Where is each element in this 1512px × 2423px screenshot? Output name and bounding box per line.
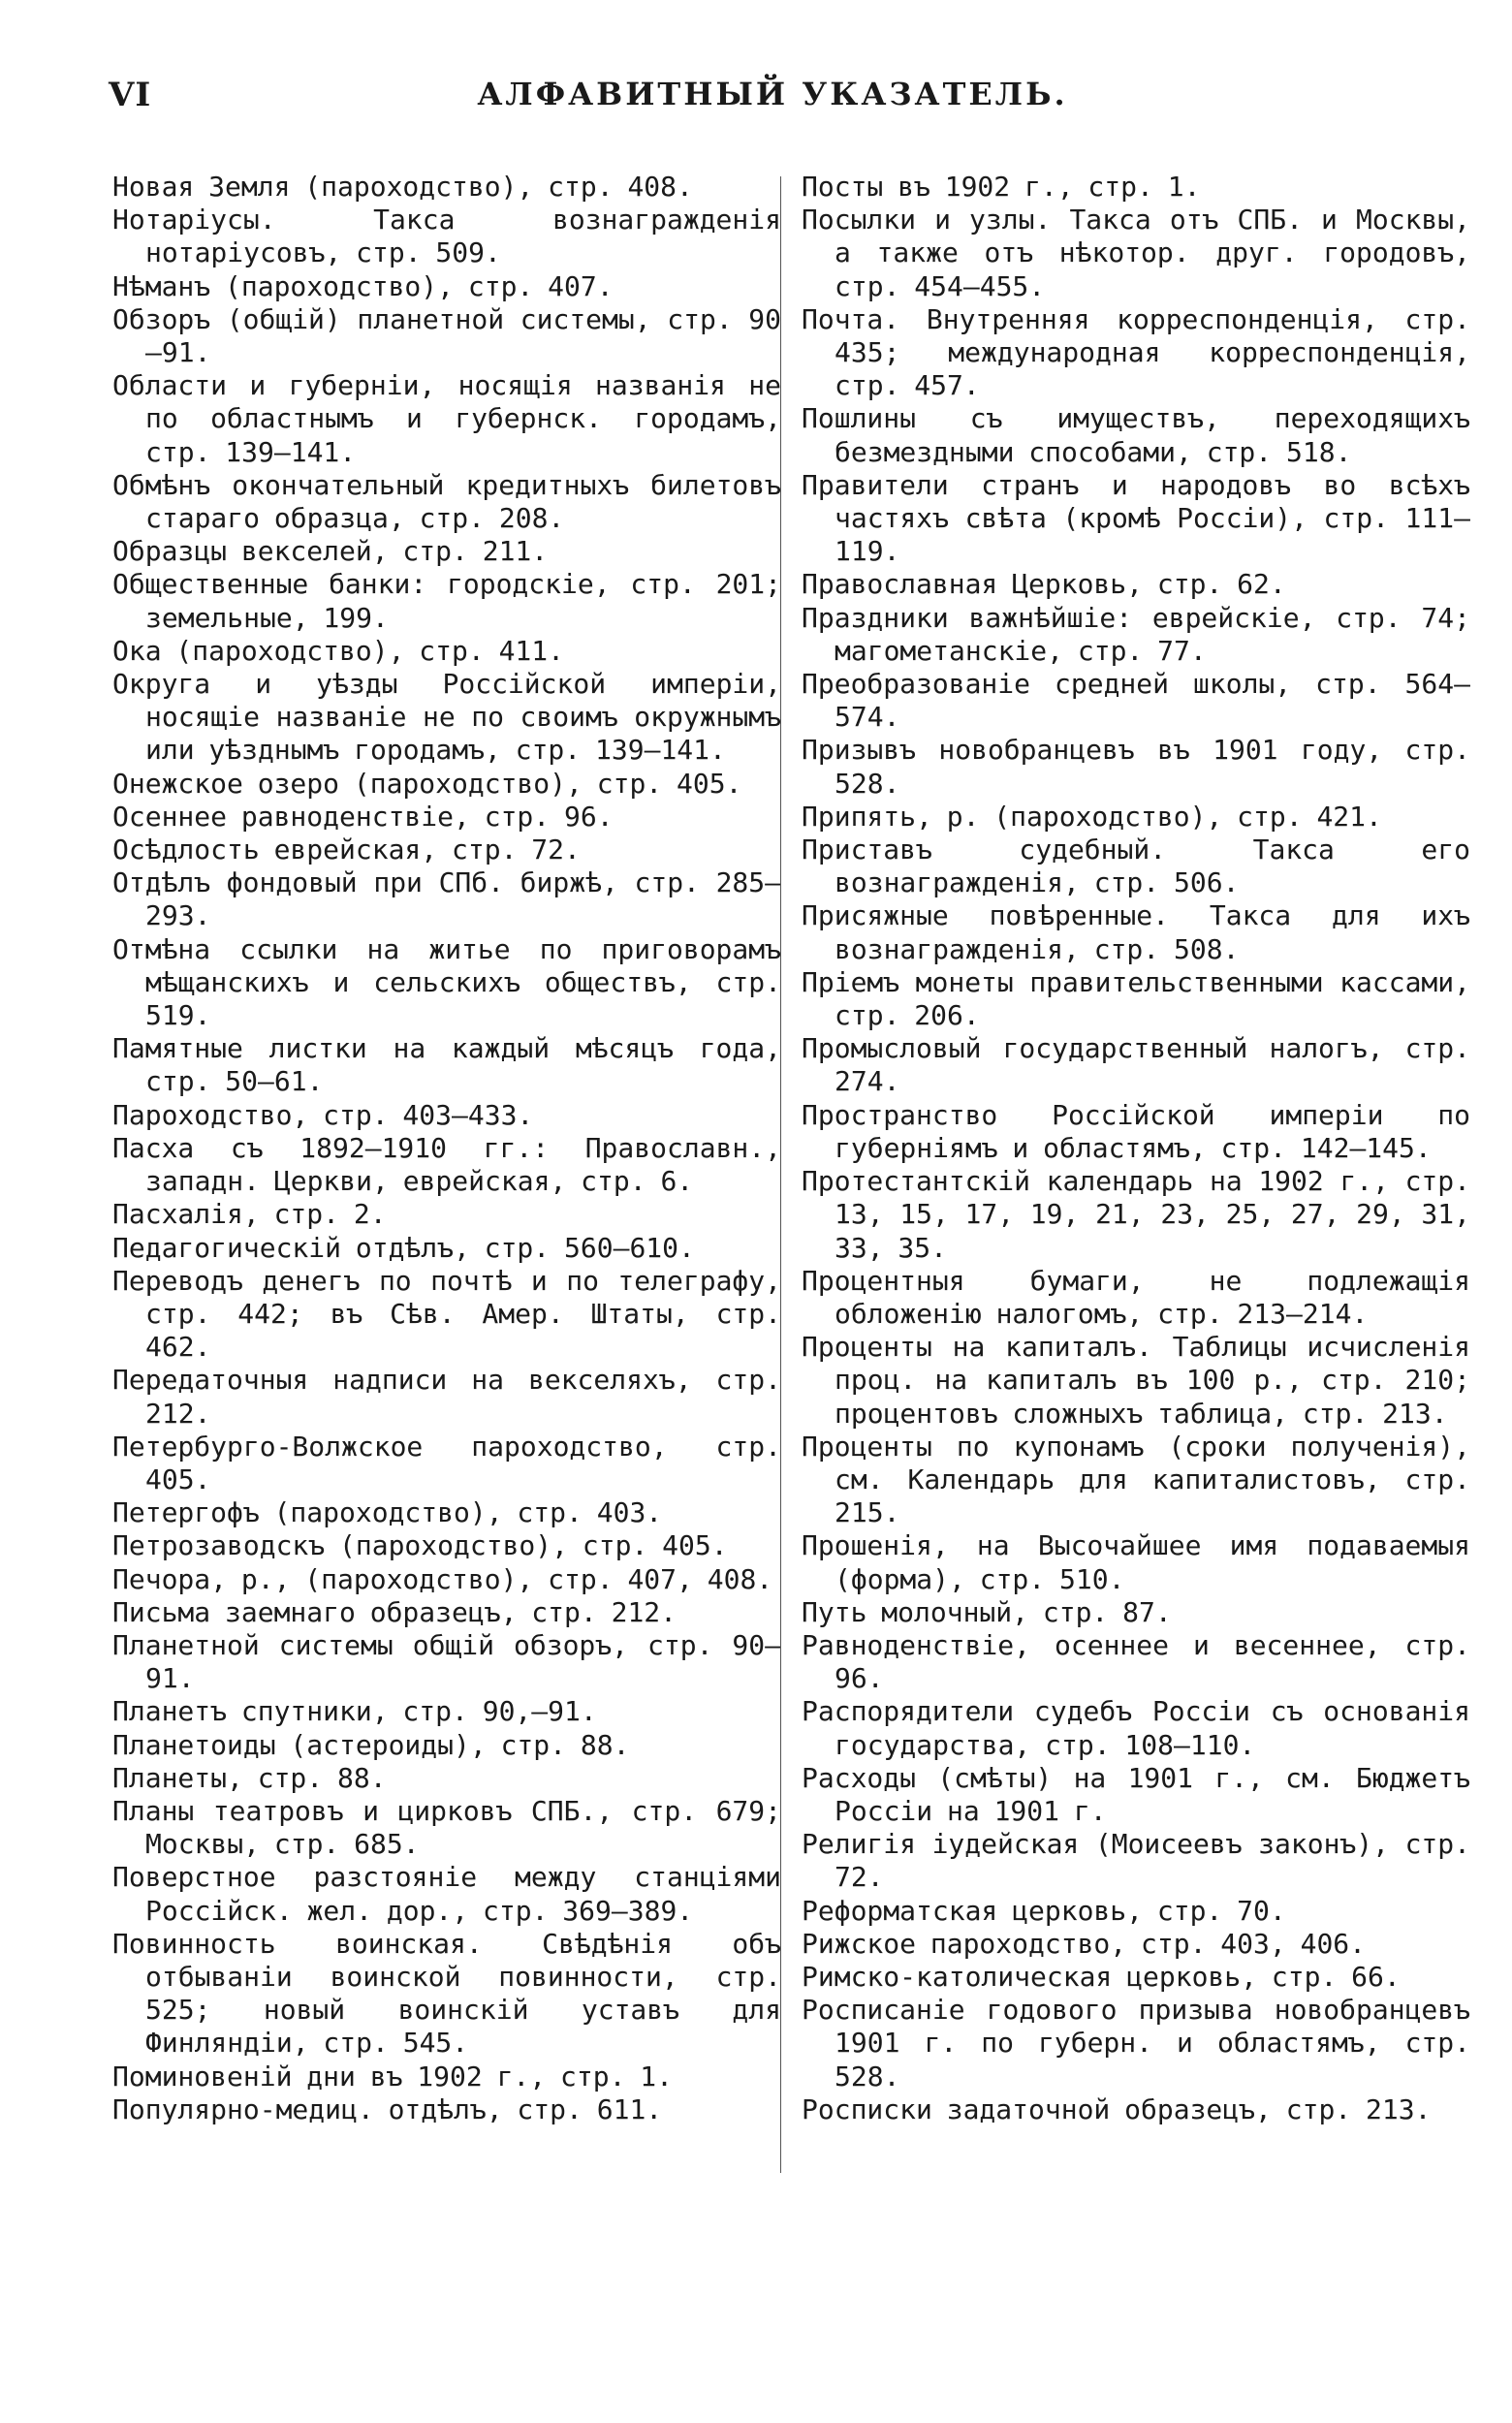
index-entry: Расходы (смѣты) на 1901 г., см. Бюджетъ Россіи на 1901 г.	[802, 1761, 1470, 1827]
index-entry: Рижское пароходство, стр. 403, 406.	[802, 1927, 1367, 1960]
index-entry: Протестантскій календарь на 1902 г., стр. 13, 15, 17, 19, 21, 23, 25, 27, 29, 31, 33, 35.	[802, 1165, 1470, 1264]
index-entry: Равноденствіе, осеннее и весеннее, стр. 96.	[802, 1628, 1470, 1695]
index-entry: Посылки и узлы. Такса отъ СПБ. и Москвы, а также отъ нѣкотор. друг. городовъ, стр. 454—455.	[802, 204, 1470, 302]
index-entry: Поминовеній дни въ 1902 г., стр. 1.	[112, 2060, 674, 2093]
index-entry: Планеты, стр. 88.	[112, 1761, 387, 1794]
index-entry: Новая Земля (пароходство), стр. 408.	[112, 171, 693, 203]
index-entry: Росписки задаточной образецъ, стр. 213.	[802, 2093, 1432, 2125]
index-entry: Обмѣнъ окончательный кредитныхъ билетовъ стараго образца, стр. 208.	[112, 468, 781, 535]
index-entry: Нотаріусы. Такса вознагражденія нотаріусовъ, стр. 509.	[112, 204, 781, 269]
index-entry: Припять, р. (пароходство), стр. 421.	[802, 800, 1382, 833]
index-entry: Петербурго-Волжское пароходство, стр. 405.	[112, 1430, 781, 1495]
index-entry: Промысловый государственный налогъ, стр. 274.	[802, 1032, 1470, 1098]
index-entry: Печора, р., (пароходство), стр. 407, 408.	[112, 1562, 773, 1595]
index-entry: Общественные банки: городскіе, стр. 201; земельные, 199.	[112, 568, 781, 634]
index-entry: Путь молочный, стр. 87.	[802, 1595, 1172, 1628]
index-entry: Почта. Внутренняя корреспонденція, стр. 435; международная корреспонденція, стр. 457.	[802, 302, 1470, 402]
index-entry: Приставъ судебный. Такса его вознагражденія, стр. 506.	[802, 834, 1470, 899]
index-entry: Реформатская церковь, стр. 70.	[802, 1894, 1286, 1927]
index-entry: Присяжные повѣренные. Такса для ихъ вознагражденія, стр. 508.	[802, 899, 1470, 965]
index-entry: Распорядители судебъ Россіи съ основанія государства, стр. 108—110.	[802, 1695, 1470, 1761]
index-entry: Поверстное разстояніе между станціями Россійск. жел. дор., стр. 369—389.	[112, 1861, 781, 1927]
index-entry: Проценты по купонамъ (сроки полученія), см. Календарь для капиталистовъ, стр. 215.	[802, 1430, 1470, 1529]
index-entry: Планетной системы общій обзоръ, стр. 90—91.	[112, 1628, 781, 1695]
index-entry: Пошлины съ имуществъ, переходящихъ безмездными способами, стр. 518.	[802, 402, 1470, 468]
index-entry: Римско-католическая церковь, стр. 66.	[802, 1960, 1401, 1993]
index-entry: Планы театровъ и цирковъ СПБ., стр. 679; Москвы, стр. 685.	[112, 1794, 781, 1861]
index-entry: Пароходство, стр. 403—433.	[112, 1098, 534, 1131]
index-entry: Пространство Россійской имперіи по губерніямъ и областямъ, стр. 142—145.	[802, 1098, 1470, 1164]
index-entry: Передаточныя надписи на векселяхъ, стр. 212.	[112, 1364, 781, 1430]
index-entry: Петрозаводскъ (пароходство), стр. 405.	[112, 1529, 728, 1562]
page-header	[109, 76, 1436, 124]
index-entry: Обзоръ (общій) планетной системы, стр. 90—91.	[112, 302, 781, 369]
index-entry: Отмѣна ссылки на житье по приговорамъ мѣщанскихъ и сельскихъ обществъ, стр. 519.	[112, 932, 781, 1032]
page-number: VI	[109, 76, 152, 114]
index-entry: Отдѣлъ фондовый при СПб. биржѣ, стр. 285—293.	[112, 866, 781, 932]
index-entry: Религія іудейская (Моисеевъ законъ), стр. 72.	[802, 1828, 1470, 1894]
column-divider	[780, 176, 781, 2173]
running-title: АЛФАВИТНЫЙ УКАЗАТЕЛЬ.	[477, 76, 1068, 112]
index-entry: Повинность воинская. Свѣдѣнія объ отбываніи воинской повинности, стр. 525; новый воинскій уставъ для Финляндіи, стр. 545.	[112, 1927, 781, 2060]
index-entry: Осѣдлость еврейская, стр. 72.	[112, 834, 581, 866]
index-column-left	[112, 171, 781, 2126]
index-entry: Правители странъ и народовъ во всѣхъ частяхъ свѣта (кромѣ Россіи), стр. 111—119.	[802, 468, 1470, 568]
index-entry: Проценты на капиталъ. Таблицы исчисленія проц. на капиталъ въ 100 р., стр. 210; процентовъ сложныхъ таблица, стр. 213.	[802, 1331, 1470, 1430]
index-column-right	[802, 171, 1470, 2126]
index-entry: Пасха съ 1892—1910 гг.: Православн., западн. Церкви, еврейская, стр. 6.	[112, 1131, 781, 1198]
index-entry: Петергофъ (пароходство), стр. 403.	[112, 1496, 663, 1529]
index-entry: Пріемъ монеты правительственными кассами, стр. 206.	[802, 965, 1470, 1032]
index-entry: Ока (пароходство), стр. 411.	[112, 634, 565, 667]
index-entry: Популярно-медиц. отдѣлъ, стр. 611.	[112, 2093, 663, 2125]
index-entry: Планетоиды (астероиды), стр. 88.	[112, 1728, 630, 1761]
index-entry: Нѣманъ (пароходство), стр. 407.	[112, 269, 614, 302]
index-entry: Письма заемнаго образецъ, стр. 212.	[112, 1595, 677, 1628]
index-entry: Прошенія, на Высочайшее имя подаваемыя (форма), стр. 510.	[802, 1529, 1470, 1595]
index-entry: Планетъ спутники, стр. 90,—91.	[112, 1695, 597, 1728]
index-entry: Православная Церковь, стр. 62.	[802, 568, 1286, 601]
index-entry: Переводъ денегъ по почтѣ и по телеграфу, стр. 442; въ Сѣв. Амер. Штаты, стр. 462.	[112, 1264, 781, 1364]
index-entry: Призывъ новобранцевъ въ 1901 году, стр. 528.	[802, 734, 1470, 800]
index-entry: Образцы векселей, стр. 211.	[112, 535, 549, 568]
index-entry: Осеннее равноденствіе, стр. 96.	[112, 800, 614, 833]
index-entry: Преобразованіе средней школы, стр. 564—574.	[802, 668, 1470, 734]
index-entry: Памятные листки на каждый мѣсяцъ года, стр. 50—61.	[112, 1032, 781, 1098]
index-entry: Округа и уѣзды Россійской имперіи, носящіе названіе не по своимъ окружнымъ или уѣзднымъ городамъ, стр. 139—141.	[112, 668, 781, 767]
index-entry: Праздники важнѣйшіе: еврейскіе, стр. 74; магометанскіе, стр. 77.	[802, 601, 1470, 667]
index-entry: Онежское озеро (пароходство), стр. 405.	[112, 767, 742, 800]
index-entry: Росписаніе годового призыва новобранцевъ 1901 г. по губерн. и областямъ, стр. 528.	[802, 1994, 1470, 2093]
index-entry: Пасхалія, стр. 2.	[112, 1198, 387, 1231]
index-entry: Посты въ 1902 г., стр. 1.	[802, 171, 1201, 203]
index-entry: Педагогическій отдѣлъ, стр. 560—610.	[112, 1231, 695, 1264]
index-entry: Области и губерніи, носящія названія не по областнымъ и губернск. городамъ, стр. 139—141.	[112, 369, 781, 468]
index-entry: Процентныя бумаги, не подлежащія обложенію налогомъ, стр. 213—214.	[802, 1264, 1470, 1330]
